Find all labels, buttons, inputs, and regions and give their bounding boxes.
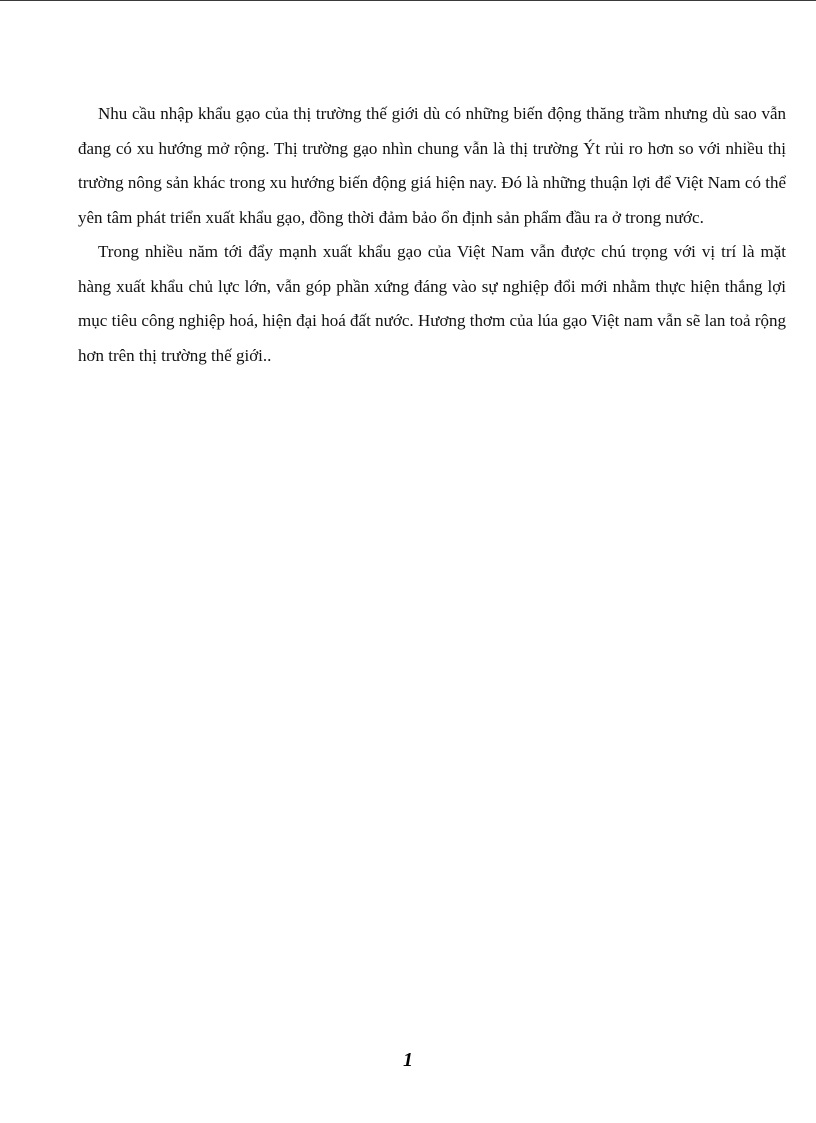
page-number: 1 [403,1049,413,1071]
paragraph-1: Nhu cầu nhập khẩu gạo của thị trường thế giới dù có những biến động thăng trầm nhưng dù sao vẫn đang có xu hướng mở rộng. Thị trường gạo nhìn chung vẫn là thị trường Ýt rủi ro hơn so với nhiều thị trường nông sản khác trong xu hướng biến động giá hiện nay. Đó là những thuận lợi để Việt Nam có thể yên tâm phát triển xuất khẩu gạo, đồng thời đảm bảo ổn định sản phẩm đầu ra ở trong nước. [78,104,786,227]
document-body [78,97,786,373]
paragraph-2: Trong nhiều năm tới đẩy mạnh xuất khẩu gạo của Việt Nam vẫn được chú trọng với vị trí là mặt hàng xuất khẩu chủ lực lớn, vẫn góp phần xứng đáng vào sự nghiệp đổi mới nhằm thực hiện thắng lợi mục tiêu công nghiệp hoá, hiện đại hoá đất nước. Hương thơm của lúa gạo Việt nam vẫn sẽ lan toả rộng hơn trên thị trường thế giới.. [78,242,786,365]
